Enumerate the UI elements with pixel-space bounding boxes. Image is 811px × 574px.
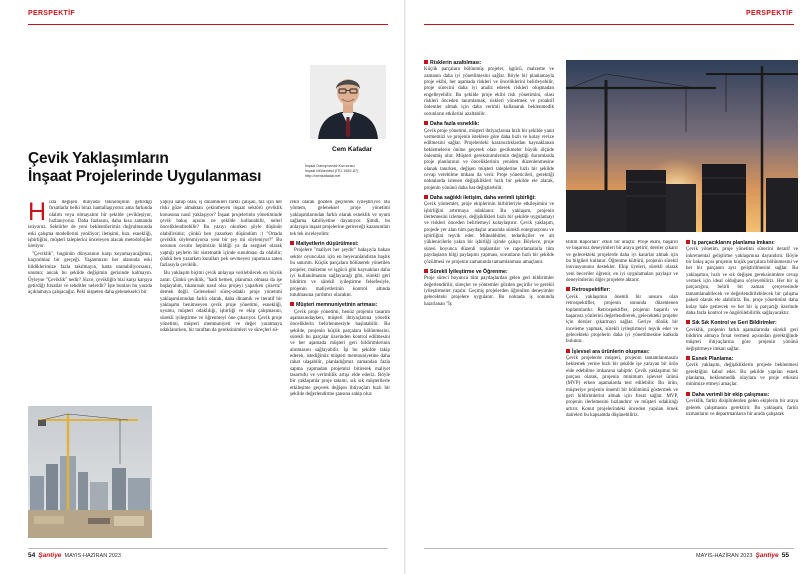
paragraph: Çevik yönetim, proje yönetimi sürecini iteratif ve inkremental geliştirme yaklaşımına dayandırır. Böyle bir bakış açısı projenin küçük parçalara bölünmesini ve her bir parçanın ayrı geliştirilmesini sağlar. Bu yaklaşımın, hızlı ve sık değişen gereksinimlere cevap vermek için ideal olduğunu söyleyebiliriz. Her bir iş parçacığını, belirli bir zaman çerçevesinde tamamlanabilecek ve değerlendirilebilecek bir çalışma paketi olarak ele alabiliriz. Bu, proje yönetimini daha kolay hale getirecek ve her bir iş parçacığı üzerinde daha fazla kontrol ve öngörülebilirlik sağlayacaktır.: [686, 247, 798, 316]
paragraph: Çeviklik, farklı disiplinlerden gelen ekiplerin bir araya gelerek çalışmasını gerektirir. Bu yaklaşım, farklı uzmanların ve departmanların bir arada çalışarak: [686, 399, 798, 417]
bullet-square-icon: [424, 269, 428, 273]
column-6: [686, 240, 798, 548]
title-line-2: İnşaat Projelerinde Uygulanması: [28, 168, 262, 185]
paragraph: rekli olarak gözden geçirerek iyileştiriyor. Bu yöntem, geleneksel proje yönetimi yaklaşımlarından farklı olarak esneklik ve uyum sağlama kabiliyetine dayanıyor. Şimdi, bu anlayışın inşaat projelerine getireceği kazanımları tek tek inceleyelim:: [290, 200, 390, 237]
subheading: Esnek Planlama:: [686, 356, 798, 362]
title-line-1: Çevik Yaklaşımların: [28, 150, 169, 167]
issue-date: MAYIS-HAZİRAN 2023: [696, 553, 753, 559]
right-page: [406, 0, 811, 574]
bullet-square-icon: [424, 121, 428, 125]
paragraph: Proje süreci boyunca tüm paydaşlardan gelen geri bildirimler değerlendirilir, süreçler ve yöntemler gözden geçirilir ve gerekli iyileştirmeler yapılır. Geçmiş projelerden öğrenilen deneyimler gelecekteki projelere uygulanır. Bu noktada iş sonunda hazırlanan "İş: [424, 276, 554, 307]
paragraph: yapıya sahip olan, iş dinamikleri farklı çalışan, hız için her riski göze almaktan çekinmeyen inşaat sektörü çeviklik konusuna nasıl yaklaşıyor? İnşaat projelerinin yönetiminde çevik bakış açısını ne şekilde kullanabilir, neleri önceliklendirebilir? Bu yazıyı okurken şöyle düşünür olabilirsiniz; çünkü ben yazarken düşündüm :) "Ortada çeviklik söylenmiyorsa yeni bir şey mi söyleniyor?" Bu sorunun cevabı hepimizin bildiği ya da sezgisel olarak yaptığı şeylerin bir sistematik içinde sunulması da olabilir; çünkü ben yazarken kuralları pek sevmeyen yapımıza zaten fazlasıyla çeviklik.: [160, 200, 282, 269]
subheading: Müşteri memnuniyetinin artması:: [290, 302, 390, 308]
subheading: Sürekli İyileştirme ve Öğrenme:: [424, 269, 554, 275]
author-bio: İnşaat Danışmanlık Kurucusu İnşaat Mühendisi (İTÜ 1982-87) http://cemkafadar.net: [305, 164, 359, 178]
paragraph: Çevik yaklaşım, değişikliklerin projede beklenmesi gerektiğini kabul eder. Bu şekilde yapılan esnek planlama, beklenmedik olaylara ve proje etkisini minimize etmeyi amaçlar.: [686, 363, 798, 388]
paragraph: ızla değişen dünyada teknolojinin getirdiği fırsatlarla belki biraz hantallaşıyoruz ama farkında olalım veya olmayalım bir şekilde çevikleşiyor, hızlanıyoruz. Daha fazlasını, daha kısa zamanda istiyoruz. Sektörler de yeni beklentilerimiz doğrultusunda eski çalışma modellerini yeniliyor; iletişimi, hızı, esnekliği, işbirliğini, müşteri taleplerini önceleyen alacak metodolojiler üretiyor.: [28, 200, 152, 250]
paragraph: Bitim Raporları" etkili bir araçtır. Proje ekibi, başarılı ve başarısız deneyimleri bir araya getirir, dersler çıkarır ve gelecekteki projelerde daha iyi kararlar almak için bu bilgileri kullanır. Öğrenme kültürü, projenin sürekli inovasyonunu destekler. Ekip üyeleri, sürekli olarak yeni beceriler öğrenir, en iyi uygulamaları paylaşır ve deneyimlerini diğer projelere aktarır.: [566, 240, 678, 284]
subheading: Daha verimli bir ekip çalışması:: [686, 392, 798, 398]
right-footer: [696, 552, 789, 559]
column-1: [28, 200, 152, 400]
section-label: PERSPEKTİF: [28, 10, 75, 17]
magazine-brand: Şantiye: [755, 552, 779, 559]
subheading: Maliyetlerin düşürülmesi:: [290, 241, 390, 247]
paragraph: Bu yaklaşım biçimi çevik anlayışa verilebilecek en büyük zarar. Çünkü çeviklik, "hadi hemen, planımız olmasa da işe başlayalım, tıkanırsak nasıl olsa projeyi yaparken çözeriz" demek değil. Geleneksel süreç-odaklı proje yönetimi yaklaşımlarından farklı olarak, daha dinamik ve iteratif bir yaklaşımı benimseyen çevik proje yönetimi, esnekliği, uyumu, müşteri odaklılığı, işbirliği ve ekip çalışmasını, sürekli iyileştirme ve öğrenmeyi öne çıkarıyor. Çevik proje yönetimi, müşteri memnuniyeti ve değer yaratmaya odaklanırken, bir taraftan da gereksinimleri ve süreçleri sü-: [160, 271, 282, 334]
drop-cap: H: [28, 200, 47, 226]
section-label: PERSPEKTİF: [746, 10, 793, 17]
page-number: 55: [781, 552, 789, 559]
bullet-square-icon: [424, 60, 428, 64]
column-2: [160, 200, 282, 540]
column-5: [566, 240, 678, 548]
paragraph: Çevik proje yönetimi, müşteri ihtiyaçlarına hızlı bir şekilde yanıt vermemizi ve projenin isteklere göre daha hızlı ve kolay revize edilmesini sağlar. Projelerdeki kararsızlıklardan kaynaklanan beklemelerin önüne geçerek olası gecikmeler büyük ölçüde önlenmiş olur. Müşteri gereksinimlerinin değiştiği durumlarda proje planlarının ve önceliklerinin yeniden düzenlenmesine olanak tanırken, değişen müşteri taleplerine hızlı bir şekilde cevap verebilme imkanı da verir. Proje yöneticileri, gerektiği noktalarda istenen değişiklikleri hızlı bir şekilde ele alarak, projenin yönünü daha hat değiştirebilir.: [424, 128, 554, 191]
issue-date: MAYIS-HAZİRAN 2023: [64, 553, 121, 559]
subheading: Daha sağlıklı iletişim, daha verimli işbirliği:: [424, 195, 554, 201]
subheading: Sık Sık Kontrol ve Geri Bildirimler:: [686, 320, 798, 326]
column-4: [424, 60, 554, 548]
author-name: Cem Kafadar: [332, 146, 373, 153]
paragraph: Çevik yöntemler, proje ekiplerinin birbirleriyle etkileşimini ve işbirliğini artırmaya odaklanır. Bu yaklaşım, projenin ilerlemesini izlemeyi, değişiklikleri hızlı bir şekilde uygulamayı ve riskleri önceden belirlemeyi kolaylaştırır. Çevik yaklaşım, projede yer alan tüm paydaşlar arasında sürekli entegrasyonu ve işbirliğini teşvik eder. Müteahhitler, tedarikçiler ve alt yüklenicilerle yakın bir işbirliği içinde çalışır. Böylece, proje süresi boyunca düzenli toplantılar ve raporlamalarla tüm paydaşların bilgi paylaşımı yapması, sorunların hızlı bir şekilde çözülmesi ve projenin zamanında tamamlanması amaçlanır.: [424, 202, 554, 265]
author-photo: [310, 65, 386, 139]
bullet-square-icon: [424, 195, 428, 199]
paragraph: Çevik proje yönetimi, henüz projenin tasarım aşamasındayken, müşteri ihtiyaçlarına yönelik önceliklerin belirlenmesiyle başlatabilir. Bu şekilde, projenin küçük parçalara bölünmesini, sürekli bu parçalar üzerinden kontrol edilmesini ve her aşamada müşteri geri bildirimlerinin alınmasını sağlayabilir. İşi bu şekilde takip ederek, istediğimiz müşteri memnuniyetine daha rahat ulaşabilir, planladığımız zamandan fazla sapma yapmadan projemizi bitirerek maliyet tasarrufu ve verimlilik artışı elde ederiz. Böyle bir yaklaşımla proje takımı, sık sık müşterilerle etkileşime geçerek değişen ihtiyaçları hızlı bir şekilde değerlendirme şansına sahip olur.: [290, 309, 390, 398]
bullet-square-icon: [686, 240, 690, 244]
magazine-brand: Şantiye: [38, 552, 62, 559]
paragraph: Çevik projelerde müşteri, projenin tamamlanmasını beklemek yerine hızlı bir şekilde işe yarayan bir ürün elde edebilme imkanına sahiptir. Çevik yaklaşımın bir parçası olarak, projenin minimum işlevsel ürünü (MVP) erken aşamalarda test edilebilir. Bu ürün, müşteriye projenin önemli bir bölümünü göstermek ve geri bildirimlerini almak için fırsat sağlar. MVP, projenin ilerlemesini hızlandırır ve müşteri odaklılığı artırır. Konut projelerindeki önceden yapılan örnek daireleri bu kapsamda düşünebiliriz.: [566, 355, 678, 419]
footer-rule: [424, 548, 794, 549]
subheading: Daha fazla esneklik:: [424, 121, 554, 127]
left-footer: [28, 552, 121, 559]
subheading: İş parçacıklarını planlama imkanı:: [686, 240, 798, 246]
paragraph: "Çeviklik", bugünün dünyasının karşı koyamayacağımız, kaçınılmaz bir gerçeği. Yaşanmızın her alanında eski bildiklerimize fazla takılmayın, hatta unutabiliyorsanız, unutun; ancak bu şekilde değişimin gerisinde kalmayın. Öyleyse "Çeviklik" nedir? Sizce, çevikliğin bizi karşı karşıya getirdiği fırsatlar ve tehditler nelerdir? İşte bunları bu yazıda açıklamaya çalışacağız. Peki nispeten daha gelenekselci bir: [28, 252, 152, 296]
paragraph: Projelere "maliyet her şeydir" bakışıyla bakan sektör oyuncuları için en heyecanlandıran başlık bu sanırım. Küçük parçalara bölünerek yönetilen projeler, malzeme ve işgücü gibi kaynakları daha iyi kullanılmasını sağlayacağı gibi, sürekli geri bildirim ve sürekli iyileştirme felsefesiyle, projenin maliyetlerinin kontrol altında tutulmasına yardımcı olacaktır.: [290, 248, 390, 298]
bullet-square-icon: [290, 302, 294, 306]
footer-rule: [28, 548, 388, 549]
paragraph: Çeviklik, projenin farklı aşamalarında sürekli geri bildirim almaya fırsat vermesi açısından gerektiğinde müşteri ihtiyaçlarına göre projenin yönünü değiştirmeye imkan sağlar.: [686, 327, 798, 352]
bullet-square-icon: [566, 287, 570, 291]
column-3: [290, 200, 390, 540]
subheading: İşlevsel ara ürünlerin oluşması:: [566, 349, 678, 355]
section-rule: [424, 24, 794, 25]
bullet-square-icon: [566, 349, 570, 353]
page-number: 54: [28, 552, 36, 559]
construction-sunset-photo: [566, 60, 798, 232]
construction-crane-photo: [28, 406, 152, 538]
bullet-square-icon: [290, 241, 294, 245]
section-rule: [28, 24, 388, 25]
article-title: [28, 150, 261, 186]
subheading: Risklerin azaltılması:: [424, 60, 554, 66]
paragraph: Çevik yaklaşımın önemli bir unsuru olan retrospektifler, projenin sonunda düzenlenen toplantılardır. Retrospektifler, projenin başarılı ve başarısız yönlerini değerlendirerek, gelecekteki projeler için dersler çıkarmayı sağlar. Geriye dönük bir inceleme yapmak, sürekli iyileştirmeyi teşvik eder ve gelecekteki projelerin daha iyi yönetilmesine katkıda bulunur.: [566, 294, 678, 345]
paragraph: Küçük parçalara bölünmüş projeler, işgücü, malzeme ve zamanın daha iyi yönetilmesini sağlar. Böyle bir planlamayla proje ekibi, her aşamada riskleri ve önceliklerini belirleyebilir, proje sürecini daha iyi analiz ederek riskleri oluşmadan engelleyebilir. Bu şekilde proje ekibi risk yönetimini, olası riskleri önceden tanımlamak, riskleri yönetmek ve proaktif önlemler almak için daha verimli kullanarak beklenmedik sorunların etkilerini azaltabilir.: [424, 67, 554, 117]
bullet-square-icon: [686, 320, 690, 324]
bullet-square-icon: [686, 392, 690, 396]
left-page: [0, 0, 405, 574]
subheading: Retrospektifler:: [566, 287, 678, 293]
bullet-square-icon: [686, 356, 690, 360]
